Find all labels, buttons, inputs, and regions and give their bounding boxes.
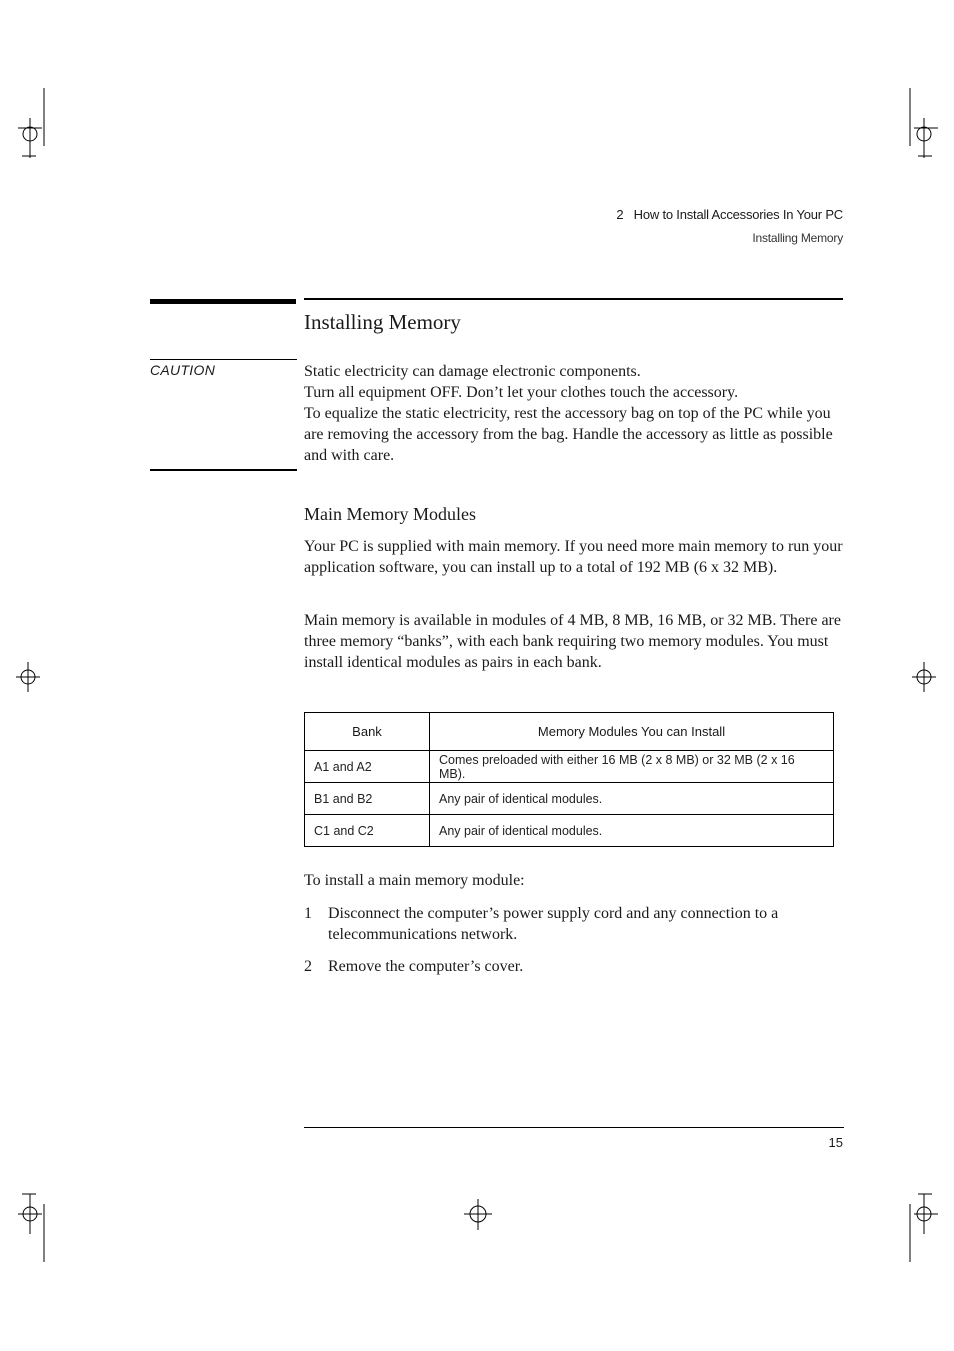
caution-label: CAUTION <box>150 362 216 378</box>
table-row <box>305 783 834 815</box>
section-rule <box>304 298 843 300</box>
registration-mark-mid-right <box>910 660 940 694</box>
footer-rule <box>304 1127 844 1128</box>
running-head-section: Installing Memory <box>752 231 843 245</box>
table-cell-bank: A1 and A2 <box>305 751 430 783</box>
table-header-cell: Bank <box>305 713 430 751</box>
crop-mark-top-right <box>904 88 944 160</box>
registration-mark-bottom-center <box>462 1198 494 1232</box>
running-head-chapter: 2 How to Install Accessories In Your PC <box>616 207 843 222</box>
section-bar-left <box>150 299 296 304</box>
table-cell-bank: C1 and C2 <box>305 815 430 847</box>
page-title: Installing Memory <box>304 310 461 334</box>
caution-line: Turn all equipment OFF. Don’t let your clothes touch the accessory. <box>304 384 739 401</box>
caution-top-rule <box>150 359 297 360</box>
page-number: 15 <box>828 1135 843 1150</box>
step-text: Disconnect the computer’s power supply cord and any connection to a telecommunications network. <box>328 905 779 943</box>
caution-line: To equalize the static electricity, rest the accessory bag on top of the PC while you are removing the accessory from the bag. Handle the accessory as little as possible and with care. <box>304 405 833 464</box>
procedure-heading: To install a main memory module: <box>304 872 525 889</box>
caution-text <box>304 361 849 466</box>
paragraph: Main memory is available in modules of 4 MB, 8 MB, 16 MB, or 32 MB. There are three memory “banks”, with each bank requiring two memory modules. You must install identical modules as pairs in each bank. <box>304 612 841 671</box>
registration-mark-mid-left <box>14 660 44 694</box>
paragraph: Your PC is supplied with main memory. If you need more main memory to run your application software, you can install up to a total of 192 MB (6 x 32 MB). <box>304 538 843 576</box>
table-header-cell: Memory Modules You can Install <box>430 713 834 751</box>
crop-mark-bottom-right <box>904 1192 944 1264</box>
step-number: 2 <box>304 958 312 975</box>
table-row <box>305 751 834 783</box>
table-cell-modules: Any pair of identical modules. <box>430 815 834 847</box>
subsection-title: Main Memory Modules <box>304 504 476 524</box>
table-cell-modules: Any pair of identical modules. <box>430 783 834 815</box>
table-header-row <box>305 713 834 751</box>
crop-mark-top-left <box>14 88 54 160</box>
crop-mark-bottom-left <box>14 1192 54 1264</box>
caution-bottom-rule <box>150 469 297 471</box>
memory-table <box>304 712 834 847</box>
table-row <box>305 815 834 847</box>
step-number: 1 <box>304 905 312 922</box>
caution-line: Static electricity can damage electronic components. <box>304 363 641 380</box>
step-text: Remove the computer’s cover. <box>328 958 524 975</box>
table-cell-modules: Comes preloaded with either 16 MB (2 x 8 MB) or 32 MB (2 x 16 MB). <box>430 751 834 783</box>
table-cell-bank: B1 and B2 <box>305 783 430 815</box>
